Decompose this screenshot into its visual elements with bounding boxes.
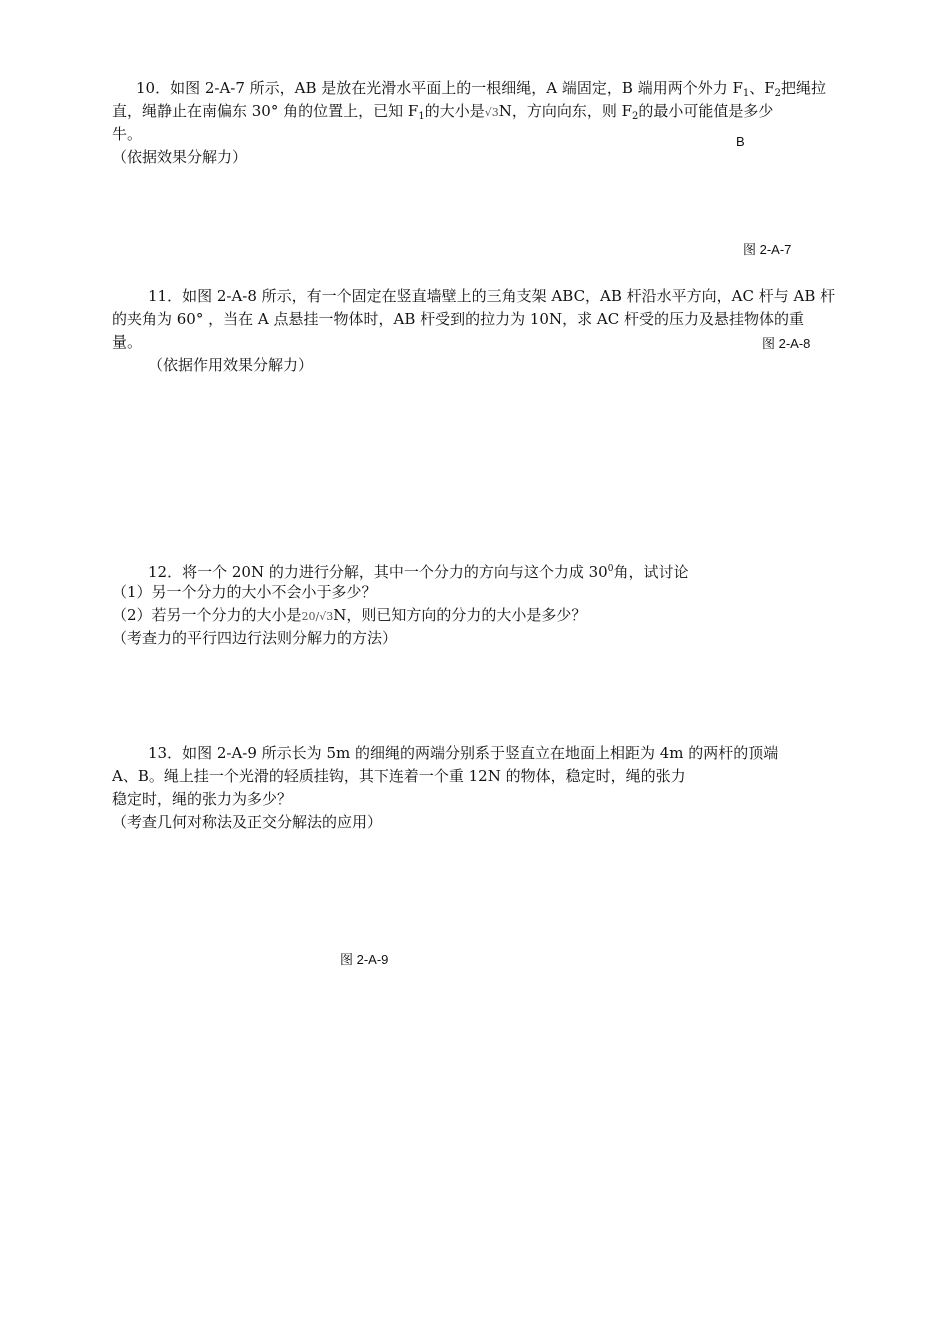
fig-2-a-8-caption: 图 2-A-8 (762, 336, 811, 351)
q11-line-2: 的夹角为 60° ，当在 A 点悬挂一物体时，AB 杆受到的拉力为 10N，求 AC 杆受的压力及悬挂物体的重 (112, 310, 804, 328)
q13-line-2: A、B。绳上挂一个光滑的轻质挂钩，其下连着一个重 12N 的物体，稳定时，绳的张力 (112, 767, 686, 785)
fig-2-a-7-caption: 图 2-A-7 (743, 242, 792, 257)
q12-line-2: （1）另一个分力的大小不会小于多少？ (112, 583, 377, 601)
q13-hint: （考查几何对称法及正交分解法的应用） (112, 813, 383, 831)
q13-line-3: 稳定时，绳的张力为多少？ (112, 790, 293, 808)
q13-line-1: 13．如图 2-A-9 所示长为 5m 的细绳的两端分别系于竖直立在地面上相距为 4m 的两杆的顶端 (148, 744, 779, 762)
q10-line-1: 10．如图 2-A-7 所示，AB 是放在光滑水平面上的一根细绳，A 端固定，B 端用两个外力 $F_1$、$F_2$把绳拉 (136, 79, 827, 99)
fig-2-a-9-caption: 图 2-A-9 (340, 952, 389, 967)
q12-line-1: 12．将一个 20N 的力进行分解，其中一个分力的方向与这个力成 $30^0$角，试讨论 (148, 563, 689, 581)
q10-line-3: 牛。 (112, 125, 143, 143)
q12-hint: （考查力的平行四边行法则分解力的方法） (112, 629, 398, 647)
q11-line-1: 11．如图 2-A-8 所示，有一个固定在竖直墙壁上的三角支架 ABC，AB 杆沿水平方向，AC 杆与 AB 杆 (148, 287, 836, 305)
q12-line-3: （2）若另一个分力的大小是20/√3N，则已知方向的分力的大小是多少？ (112, 606, 587, 624)
q11-hint: （依据作用效果分解力） (148, 356, 314, 374)
q10-hint: （依据效果分解力） (112, 148, 248, 166)
q11-line-3: 量。 (112, 333, 143, 351)
fig-2-a-7-point-b: B (736, 134, 745, 149)
q10-line-2: 直，绳静止在南偏东 30° 角的位置上，已知 $F_1$的大小是√3N，方向向东，则 $F_2$的最小可能值是多少 (112, 102, 774, 122)
